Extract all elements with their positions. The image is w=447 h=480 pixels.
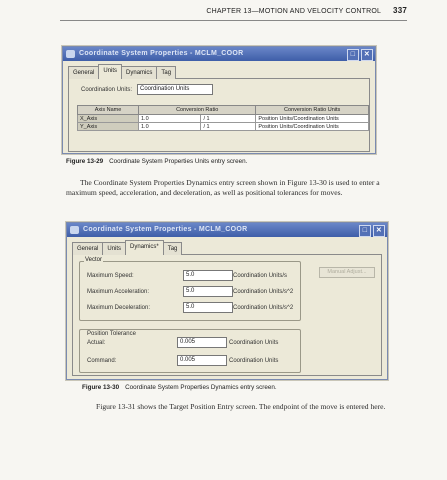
command-tolerance-units: Coordination Units (229, 358, 279, 364)
dynamics-panel (72, 254, 382, 376)
figure-caption-1 (66, 158, 247, 165)
figure-number: Figure 13-30 (82, 384, 120, 391)
tab-dynamics[interactable]: Dynamics (121, 66, 157, 79)
col-axis-name: Axis Name (78, 106, 139, 115)
max-decel-input[interactable]: 5.0 (183, 302, 233, 313)
paragraph-1: The Coordinate System Properties Dynamics entry screen shown in Figure 13-30 is used to enter a maximum speed, acceleration, and deceleration, as well as positional tolerances for moves. (66, 178, 380, 197)
axis-name-cell: X_Axis (78, 115, 139, 123)
max-decel-units: Coordination Units/s^2 (233, 305, 294, 311)
col-conversion-ratio: Conversion Ratio (139, 106, 256, 115)
units-dialog (62, 46, 376, 154)
ratio-denominator-cell[interactable]: / 1 (201, 115, 256, 123)
close-button[interactable]: ✕ (361, 49, 373, 61)
app-icon (66, 50, 75, 58)
paragraph-2: Figure 13-31 shows the Target Position Entry screen. The endpoint of the move is entered here. (96, 402, 386, 411)
dynamics-dialog (66, 222, 388, 380)
maximize-button[interactable]: □ (359, 225, 371, 237)
actual-tolerance-units: Coordination Units (229, 340, 279, 346)
units-panel (68, 78, 370, 152)
actual-tolerance-input[interactable]: 0.005 (177, 337, 227, 348)
max-decel-label: Maximum Deceleration: (87, 305, 151, 311)
max-speed-input[interactable]: 5.0 (183, 270, 233, 281)
figure-caption-2 (82, 384, 277, 391)
close-button[interactable]: ✕ (373, 225, 385, 237)
dialog-title: Coordinate System Properties - MCLM_COOR (79, 50, 244, 57)
tab-tag[interactable]: Tag (163, 242, 183, 255)
tab-dynamics[interactable]: Dynamics* (125, 240, 164, 255)
conversion-table (77, 105, 369, 131)
tab-general[interactable]: General (68, 66, 99, 79)
chapter-title: CHAPTER 13—MOTION AND VELOCITY CONTROL (206, 8, 381, 15)
units-dialog-titlebar (63, 47, 375, 61)
ratio-numerator-cell[interactable]: 1.0 (139, 123, 201, 131)
page-header (60, 6, 407, 21)
tab-strip (63, 61, 375, 79)
ratio-numerator-cell[interactable]: 1.0 (139, 115, 201, 123)
page-number: 337 (393, 6, 407, 15)
max-speed-units: Coordination Units/s (233, 273, 288, 279)
ratio-units-cell: Position Units/Coordination Units (256, 115, 369, 123)
tab-units[interactable]: Units (102, 242, 126, 255)
max-speed-label: Maximum Speed: (87, 273, 134, 279)
maximize-button[interactable]: □ (347, 49, 359, 61)
ratio-units-cell: Position Units/Coordination Units (256, 123, 369, 131)
app-icon (70, 226, 79, 234)
vector-group-title: Vector (85, 257, 103, 263)
figure-text: Coordinate System Properties Units entry screen. (109, 158, 248, 165)
axis-name-cell: Y_Axis (78, 123, 139, 131)
max-accel-units: Coordination Units/s^2 (233, 289, 294, 295)
tab-tag[interactable]: Tag (156, 66, 176, 79)
position-tolerance-title: Position Tolerance (87, 331, 136, 337)
coordination-units-label: Coordination Units: (81, 87, 133, 93)
command-tolerance-input[interactable]: 0.005 (177, 355, 227, 366)
coordination-units-field[interactable]: Coordination Units (137, 84, 213, 95)
tab-strip (67, 237, 387, 255)
dynamics-dialog-titlebar (67, 223, 387, 237)
max-accel-input[interactable]: 5.0 (183, 286, 233, 297)
table-row (78, 115, 369, 123)
dialog-title: Coordinate System Properties - MCLM_COOR (83, 226, 248, 233)
table-row (78, 123, 369, 131)
ratio-denominator: 1 (206, 123, 210, 130)
command-label: Command: (87, 358, 117, 364)
figure-text: Coordinate System Properties Dynamics entry screen. (125, 384, 277, 391)
figure-number: Figure 13-29 (66, 158, 104, 165)
ratio-denominator: 1 (206, 115, 210, 122)
manual-adjust-button[interactable]: Manual Adjust... (319, 267, 375, 278)
tab-general[interactable]: General (72, 242, 103, 255)
actual-label: Actual: (87, 340, 106, 346)
ratio-denominator-cell[interactable]: / 1 (201, 123, 256, 131)
tab-units[interactable]: Units (98, 64, 122, 79)
max-accel-label: Maximum Acceleration: (87, 289, 150, 295)
col-conversion-ratio-units: Conversion Ratio Units (256, 106, 369, 115)
